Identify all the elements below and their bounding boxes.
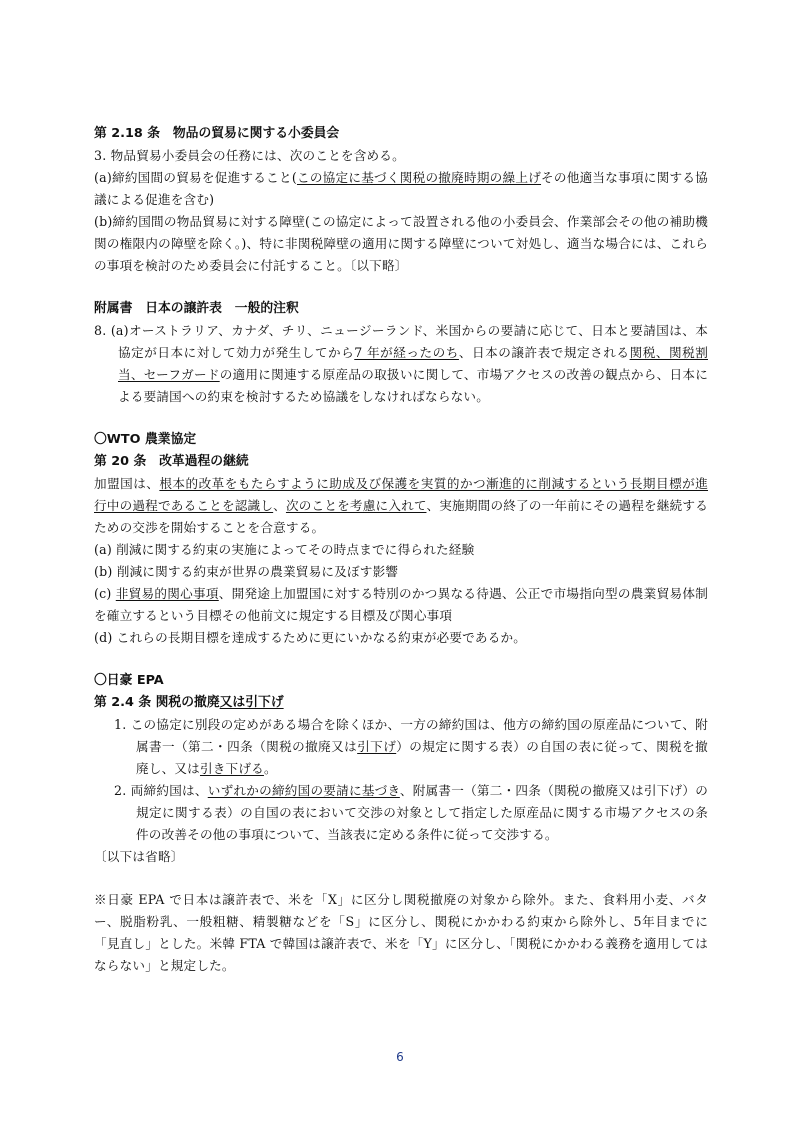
paragraph-3: 3. 物品貿易小委員会の任務には、次のことを含める。 (94, 148, 405, 163)
article-2-4-heading: 第 2.4 条 関税の撤廃又は引下げ (94, 695, 284, 710)
wto-agreement-label: 〇WTO 農業協定 (94, 432, 197, 447)
item-a: (a)締約国間の貿易を促進すること(この協定に基づく関税の撤廃時期の繰上げその他適当な事項に関する協議による促進を含む) (94, 170, 708, 207)
item-c: (c) 非貿易的関心事項、開発途上加盟国に対する特別のかつ異なる待遇、公正で市場指向型の農業貿易体制を確立するという目標その他前文に規定する目標及び関心事項 (94, 586, 708, 623)
omission-note: 〔以下は省略〕 (94, 849, 184, 864)
item-b: (b) 削減に関する約束が世界の農業貿易に及ぼす影響 (94, 564, 399, 579)
general-note-8: 8. (a)オーストラリア、カナダ、チリ、ニュージーランド、米国からの要請に応じて、日本と要請国は、本協定が日本に対して効力が発生してから7 年が経ったのち、日本の譲許表で規定される関税、関税割当、セーフガードの適用に関連する原産品の取扱いに関して、市場アクセスの改善の観点から、日本による要請国への約束を検討するため協議をしなければならない。 (94, 323, 708, 404)
page-number: 6 (396, 1050, 404, 1064)
article-20-body: 加盟国は、根本的改革をもたらすように助成及び保護を実質的かつ漸進的に削減するという長期目標が進行中の過程であることを認識し、次のことを考慮に入れて、実施期間の終了の一年前にその過程を継続するための交渉を開始することを合意する。 (94, 476, 709, 535)
item-b: (b)締約国間の物品貿易に対する障壁(この協定によって設置される他の小委員会、作業部会その他の補助機関の権限内の障壁を除く。)、特に非関税障壁の適用に関する障壁について対処し、適当な場合には、これらの事項を検討のため委員会に付託すること。〔以下略〕 (94, 214, 708, 273)
clause-1: 1. この協定に別段の定めがある場合を除くほか、一方の締約国は、他方の締約国の原産品について、附属書一（第二・四条（関税の撤廃又は引下げ）の規定に関する表）の自国の表に従って、関税を撤廃し、又は引き下げる。 (114, 717, 708, 776)
japan-australia-epa-label: 〇日豪 EPA (94, 673, 164, 688)
clause-2: 2. 両締約国は、いずれかの締約国の要請に基づき、附属書一（第二・四条（関税の撤廃又は引下げ）の規定に関する表）の自国の表において交渉の対象として指定した原産品に関する市場アクセスの条件の改善その他の事項について、当該表に定める条件に従って交渉する。 (114, 783, 708, 842)
footnote-remark: ※日豪 EPA で日本は譲許表で、米を「X」に区分し関税撤廃の対象から除外。また、食料用小麦、バター、脱脂粉乳、一般粗糖、精製糖などを「S」に区分し、関税にかかわる約束から除外し、5年目までに「見直し」とした。米韓 FTA で韓国は譲許表で、米を「Y」に区分し、「関税にかかわる義務を適用してはならない」と規定した。 (94, 892, 708, 973)
item-d: (d) これらの長期目標を達成するために更にいかなる約束が必要であるか。 (94, 630, 527, 645)
annex-heading: 附属書 日本の譲許表 一般的注釈 (94, 301, 299, 316)
article-2-18-heading: 第 2.18 条 物品の貿易に関する小委員会 (94, 126, 340, 141)
item-a: (a) 削減に関する約束の実施によってその時点までに得られた経験 (94, 542, 475, 557)
article-20-heading: 第 20 条 改革過程の継続 (94, 454, 249, 469)
document-body (94, 123, 708, 977)
